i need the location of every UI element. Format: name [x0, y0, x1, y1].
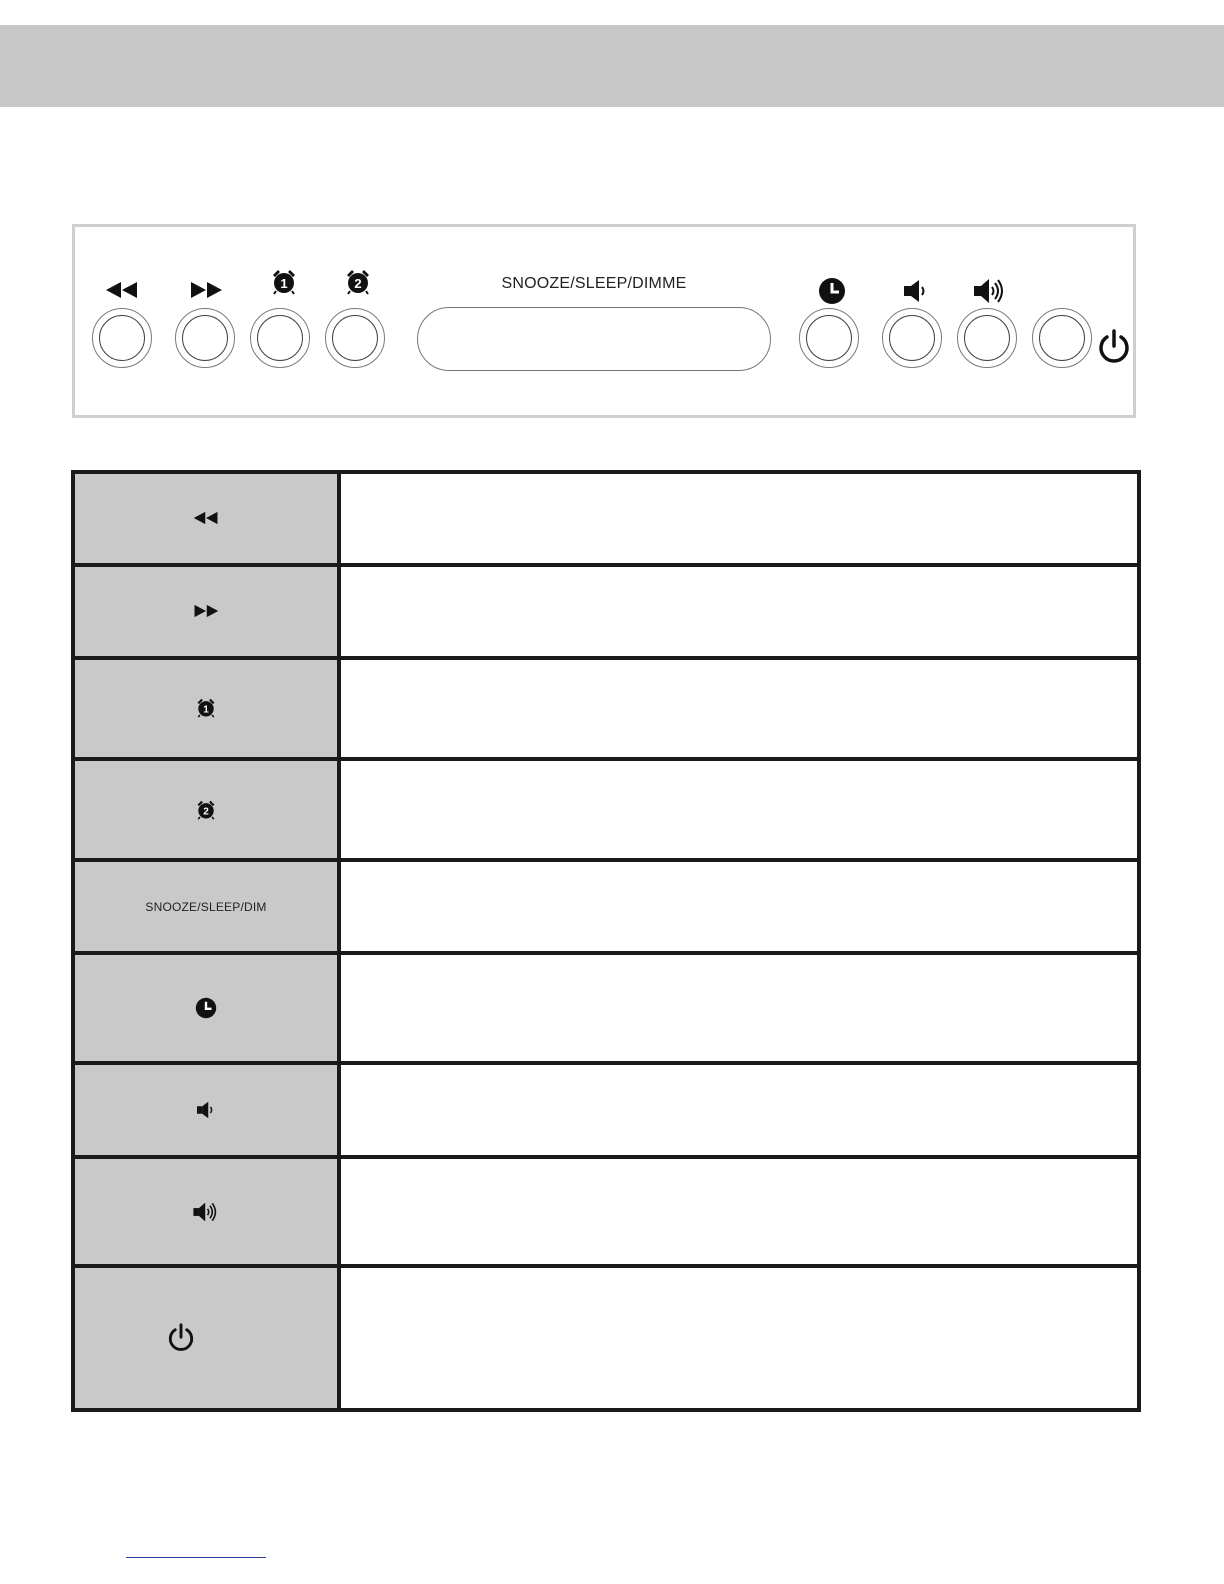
description-cell [339, 658, 1139, 759]
svg-text:2: 2 [203, 806, 209, 818]
volume-up-icon [192, 1201, 220, 1223]
table-row [73, 658, 1139, 759]
table-row [73, 860, 1139, 953]
description-cell [339, 565, 1139, 658]
description-cell [339, 860, 1139, 953]
rewind-icon [193, 511, 219, 525]
table-row [73, 565, 1139, 658]
icon-cell [73, 759, 339, 860]
description-cell [339, 1157, 1139, 1267]
clock-icon [195, 997, 217, 1019]
volume-down-icon [196, 1101, 216, 1119]
table-row [73, 1063, 1139, 1157]
description-cell [339, 953, 1139, 1063]
alarm-2-icon [196, 800, 216, 820]
icon-cell [73, 1157, 339, 1267]
alarm-1-icon [196, 698, 216, 718]
volume-down-icon [903, 279, 929, 303]
table-row [73, 1157, 1139, 1267]
table-row [73, 472, 1139, 565]
rewind-icon [105, 281, 139, 299]
description-cell [339, 759, 1139, 860]
snooze-sleep-dim-label: SNOOZE/SLEEP/DIM [145, 899, 267, 914]
volume-up-button[interactable] [957, 308, 1017, 368]
icon-cell [73, 860, 339, 953]
snooze-sleep-dim-button[interactable] [417, 307, 771, 371]
power-button[interactable] [1032, 308, 1092, 368]
table-row [73, 759, 1139, 860]
alarm-2-button[interactable] [325, 308, 385, 368]
icon-cell [73, 472, 339, 565]
volume-down-button[interactable] [882, 308, 942, 368]
icon-cell [73, 1063, 339, 1157]
power-icon [1097, 329, 1131, 365]
svg-text:1: 1 [280, 276, 288, 291]
icon-cell [73, 658, 339, 759]
description-cell [339, 1063, 1139, 1157]
alarm-1-button[interactable] [250, 308, 310, 368]
alarm-2-icon [345, 269, 371, 295]
clock-button[interactable] [799, 308, 859, 368]
fast-forward-button[interactable] [175, 308, 235, 368]
power-icon [167, 1323, 195, 1353]
description-cell [339, 1266, 1139, 1410]
control-panel-diagram [72, 224, 1136, 418]
icon-cell [73, 953, 339, 1063]
alarm-1-icon [271, 269, 297, 295]
icon-cell [73, 565, 339, 658]
svg-text:2: 2 [354, 276, 362, 291]
button-function-table [71, 470, 1141, 1412]
description-cell [339, 472, 1139, 565]
icon-cell [73, 1266, 339, 1410]
fast-forward-icon [193, 604, 219, 618]
clock-icon [818, 277, 846, 305]
snooze-sleep-dim-label: SNOOZE/SLEEP/DIMME [501, 275, 687, 292]
rewind-button[interactable] [92, 308, 152, 368]
svg-text:1: 1 [203, 704, 209, 716]
volume-up-icon [973, 277, 1007, 305]
fast-forward-icon [189, 281, 223, 299]
header-band [0, 25, 1224, 107]
table-row [73, 953, 1139, 1063]
footer-link-underline[interactable] [126, 1557, 266, 1558]
table-row [73, 1266, 1139, 1410]
